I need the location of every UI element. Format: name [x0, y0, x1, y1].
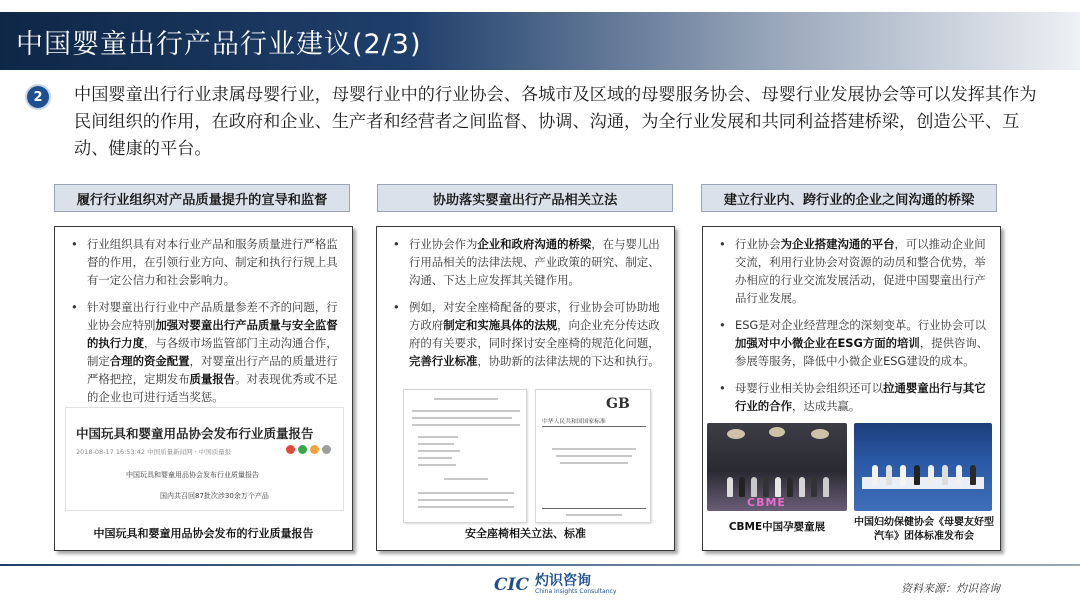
company-logo: [494, 574, 616, 596]
bullet-text: ，与各级市场监管部门主动沟通合作，制定: [87, 336, 338, 368]
column-2-caption: 安全座椅相关立法、标准: [465, 527, 586, 540]
bullet-emphasis: 企业和政府沟通的桥梁: [477, 237, 592, 251]
bullet-text: ，达成共赢。: [791, 399, 861, 413]
quality-report-screenshot: [65, 407, 344, 511]
column-2-box: [376, 226, 675, 551]
share-icon: [322, 445, 331, 454]
bullet-emphasis: 加强对中小微企业在ESG方面的培训: [735, 336, 920, 350]
source-note: 资料来源：灼识咨询: [901, 582, 1000, 595]
logo-english: China Insights Consultancy: [535, 588, 617, 595]
gb-logo: GB: [606, 396, 630, 412]
bullet-emphasis: 完善行业标准: [409, 354, 478, 368]
cbme-expo-photo: [707, 423, 847, 511]
bullet-text: ，提供咨询、参展等服务，降低中小微企业ESG建设的成本。: [735, 336, 989, 368]
column-1-caption: 中国玩具和婴童用品协会发布的行业质量报告: [93, 527, 314, 540]
column-3-bullets: [713, 235, 989, 424]
share-icon: [286, 445, 295, 454]
share-icons: [286, 445, 331, 454]
cbme-stage-logo: CBME: [747, 496, 786, 509]
bullet-text: 行业组织具有对本行业产品和服务质量进行严格监督的作用，在引领行业方向、制定和执行行规上具有一定公信力和社会影响力。: [87, 237, 338, 287]
section-number-badge: 2: [27, 86, 49, 108]
bullet-dot: •: [393, 300, 400, 314]
share-icon: [310, 445, 319, 454]
bullet-text: ，向企业充分传达政府的有关要求，同时探讨安全座椅的规范化问题，: [409, 318, 660, 350]
logo-chinese: 灼识咨询: [535, 573, 592, 589]
news-meta: 2018-08-17 16:53:42 中国质量新闻网 · 中国质量报: [76, 448, 232, 456]
bullet-item: [65, 298, 341, 406]
bullet-item: [713, 379, 989, 415]
news-headline: 中国玩具和婴童用品协会发布行业质量报告: [76, 426, 314, 441]
bullet-emphasis: 质量报告: [189, 372, 236, 386]
footer-divider: [0, 564, 1080, 566]
bullet-text: ，对婴童出行产品的质量进行严格把控，定期发布: [87, 354, 338, 386]
bullet-text: 行业协会: [735, 237, 781, 251]
bullet-text: ，可以推动企业间交流，利用行业协会对资源的动员和整合优势，举办相应的行业交流发展活动，促进中国婴童出行产品行业发展。: [735, 237, 986, 305]
column-1-bullets: [65, 235, 341, 415]
column-3-caption-2: 中国妇幼保健协会《母婴友好型汽车》团体标准发布会: [854, 517, 994, 542]
event-banner: [862, 477, 984, 489]
bullet-dot: •: [71, 300, 78, 314]
share-icon: [298, 445, 307, 454]
news-body-line: 国内共召回87批次涉30余万个产品: [160, 492, 269, 500]
logo-mark: CIC: [494, 575, 530, 595]
bullet-dot: •: [719, 381, 726, 395]
bullet-dot: •: [393, 237, 400, 251]
column-2-bullets: [387, 235, 663, 379]
column-3-header: 建立行业内、跨行业的企业之间沟通的桥梁: [701, 184, 997, 212]
bullet-text: ，协助新的法律法规的下达和执行。: [477, 354, 660, 368]
bullet-text: ESG是对企业经营理念的深刻变革。行业协会可以: [735, 318, 987, 332]
bullet-dot: •: [719, 318, 726, 332]
column-1-header: 履行行业组织对产品质量提升的宣导和监督: [54, 184, 350, 212]
gb-title: 中华人民共和国国家标准: [542, 419, 606, 425]
column-3-box: [702, 226, 1001, 551]
bullet-item: [387, 235, 663, 289]
bullet-dot: •: [719, 237, 726, 251]
title-bar: [0, 12, 1080, 70]
bullet-text: 行业协会作为: [409, 237, 478, 251]
page-title: 中国婴童出行产品行业建议(2/3): [16, 29, 422, 60]
column-2-header: 协助落实婴童出行产品相关立法: [377, 184, 673, 212]
bullet-text: ，在与婴儿出行用品相关的法律法规、产业政策的研究、制定、沟通、下达上应发挥其关键作用。: [409, 237, 660, 287]
bullet-dot: •: [71, 237, 78, 251]
bullet-item: [713, 235, 989, 307]
bullet-emphasis: 加强对婴童出行产品质量与安全监督的执行力度: [87, 318, 338, 350]
bullet-item: [713, 316, 989, 370]
bullet-text: 例如，对安全座椅配备的要求，行业协会可协助地方政府: [409, 300, 660, 332]
document-page: [403, 389, 527, 523]
column-1-box: [54, 226, 353, 551]
bullet-emphasis: 合理的资金配置: [109, 354, 190, 368]
national-standard-cover: [535, 389, 651, 523]
column-3-caption-1: CBME中国孕婴童展: [728, 521, 826, 533]
intro-paragraph: 中国婴童出行行业隶属母婴行业，母婴行业中的行业协会、各城市及区域的母婴服务协会、母婴行业发展协会等可以发挥其作为民间组织的作用，在政府和企业、生产者和经营者之间监督、协调、沟通，为全行业发展和共同利益搭建桥梁，创造公平、互动、健康的平台。: [74, 85, 1037, 159]
standard-documents-image: [403, 389, 653, 523]
bullet-text: 母婴行业相关协会组织还可以: [735, 381, 884, 395]
bullet-emphasis: 拉通婴童出行与其它行业的合作: [735, 381, 986, 413]
bullet-item: [387, 298, 663, 370]
bullet-text: 。对表现优秀或不足的企业也可进行适当奖惩。: [87, 372, 338, 404]
bullet-emphasis: 制定和实施具体的法规: [443, 318, 558, 332]
news-body-line: 中国玩具和婴童用品协会发布行业质量报告: [126, 471, 259, 479]
standard-launch-photo: [854, 423, 992, 511]
bullet-text: 针对婴童出行行业中产品质量参差不齐的问题，行业协会应特别: [87, 300, 338, 332]
bullet-emphasis: 为企业搭建沟通的平台: [780, 237, 895, 251]
bullet-item: [65, 235, 341, 289]
